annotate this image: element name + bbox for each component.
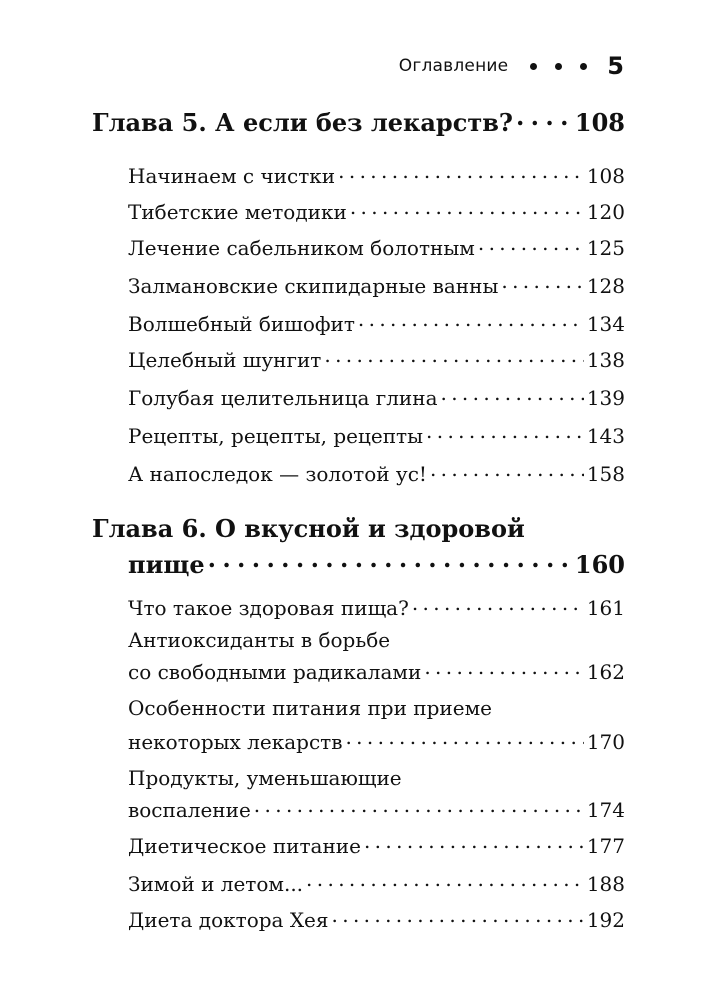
toc-entry-title-line1: Особенности питания при приеме <box>128 696 492 720</box>
toc-entry <box>128 236 625 260</box>
dot-leader <box>364 835 584 853</box>
toc-entry <box>128 798 625 822</box>
toc-entry-title: Голубая целительница глина <box>128 386 438 410</box>
dot-leader <box>426 425 584 443</box>
toc-entry-title: Волшебный бишофит <box>128 312 355 336</box>
dot-leader <box>516 109 572 131</box>
toc-entry <box>128 596 625 620</box>
toc-entry <box>128 424 625 448</box>
toc-entry-title-line1: Антиоксиданты в борьбе <box>128 628 391 652</box>
ornament-dots <box>530 63 587 70</box>
toc-page: 120 <box>586 200 625 224</box>
toc-entry <box>128 872 625 896</box>
toc-entry-title: Залмановские скипидарные ванны <box>128 274 499 298</box>
dot-leader <box>478 237 584 255</box>
toc-page: 139 <box>586 386 625 410</box>
toc-page: 161 <box>586 596 625 620</box>
running-header-title: Оглавление <box>398 56 509 76</box>
dot-leader <box>345 731 583 749</box>
toc-chapter-title: пище <box>128 550 205 579</box>
toc-entry-title: Целебный шунгит <box>128 348 322 372</box>
toc-page: 108 <box>574 108 625 137</box>
toc-entry <box>128 164 625 188</box>
toc-page: 143 <box>586 424 625 448</box>
toc-page: 162 <box>586 660 625 684</box>
dot-leader <box>350 201 584 219</box>
dot-leader <box>358 313 584 331</box>
toc-page: 134 <box>586 312 625 336</box>
toc-entry <box>128 274 625 298</box>
toc-entry-title: А напоследок — золотой ус! <box>128 462 427 486</box>
toc-chapter-title: Глава 5. А если без лекарств? <box>92 108 513 137</box>
toc-page: 188 <box>586 872 625 896</box>
toc-entry <box>128 312 625 336</box>
toc-entry <box>128 200 625 224</box>
toc-chapter-6 <box>128 550 625 579</box>
dot-leader <box>254 799 584 817</box>
toc-entry <box>128 660 625 684</box>
toc-page: 125 <box>586 236 625 260</box>
toc-entry-title: Зимой и летом... <box>128 872 304 896</box>
dot-leader <box>208 551 572 573</box>
toc-entry <box>128 386 625 410</box>
toc-entry <box>128 462 625 486</box>
toc-entry-title-line1: Продукты, уменьшающие <box>128 766 402 790</box>
dot-leader <box>501 275 583 293</box>
dot-icon <box>530 63 537 70</box>
toc-entry-title: Лечение сабельником болотным <box>128 236 475 260</box>
toc-entry-title: Диета доктора Хея <box>128 908 329 932</box>
toc-page: 160 <box>574 550 625 579</box>
dot-leader <box>338 165 584 183</box>
toc-page: 108 <box>586 164 625 188</box>
toc-entry-title: воспаление <box>128 798 251 822</box>
toc-page: 174 <box>586 798 625 822</box>
toc-page: 138 <box>586 348 625 372</box>
page-number: 5 <box>607 52 624 80</box>
dot-icon <box>555 63 562 70</box>
dot-leader <box>441 387 584 405</box>
toc-entry-title: Диетическое питание <box>128 834 361 858</box>
toc-entry <box>128 908 625 932</box>
toc-entry-title: со свободными радикалами <box>128 660 422 684</box>
dot-leader <box>430 463 584 481</box>
toc-entry-title: некоторых лекарств <box>128 730 343 754</box>
toc-page: 158 <box>586 462 625 486</box>
dot-leader <box>306 873 584 891</box>
toc-entry-title: Тибетские методики <box>128 200 347 224</box>
toc-page: 177 <box>586 834 625 858</box>
toc-entry <box>128 834 625 858</box>
toc-entry-title: Рецепты, рецепты, рецепты <box>128 424 424 448</box>
dot-leader <box>332 909 584 927</box>
dot-leader <box>412 597 584 615</box>
toc-chapter-5 <box>92 108 625 137</box>
dot-icon <box>580 63 587 70</box>
toc-entry-title: Начинаем с чистки <box>128 164 336 188</box>
toc-page: 192 <box>586 908 625 932</box>
toc-page: 170 <box>586 730 625 754</box>
dot-leader <box>424 661 584 679</box>
toc-entry <box>128 730 625 754</box>
toc-entry-title: Что такое здоровая пища? <box>128 596 409 620</box>
dot-leader <box>324 349 583 367</box>
running-header <box>399 52 624 80</box>
toc-entry <box>128 348 625 372</box>
toc-page: 128 <box>586 274 625 298</box>
toc-chapter-6-title-line1: Глава 6. О вкусной и здоровой <box>92 514 525 543</box>
